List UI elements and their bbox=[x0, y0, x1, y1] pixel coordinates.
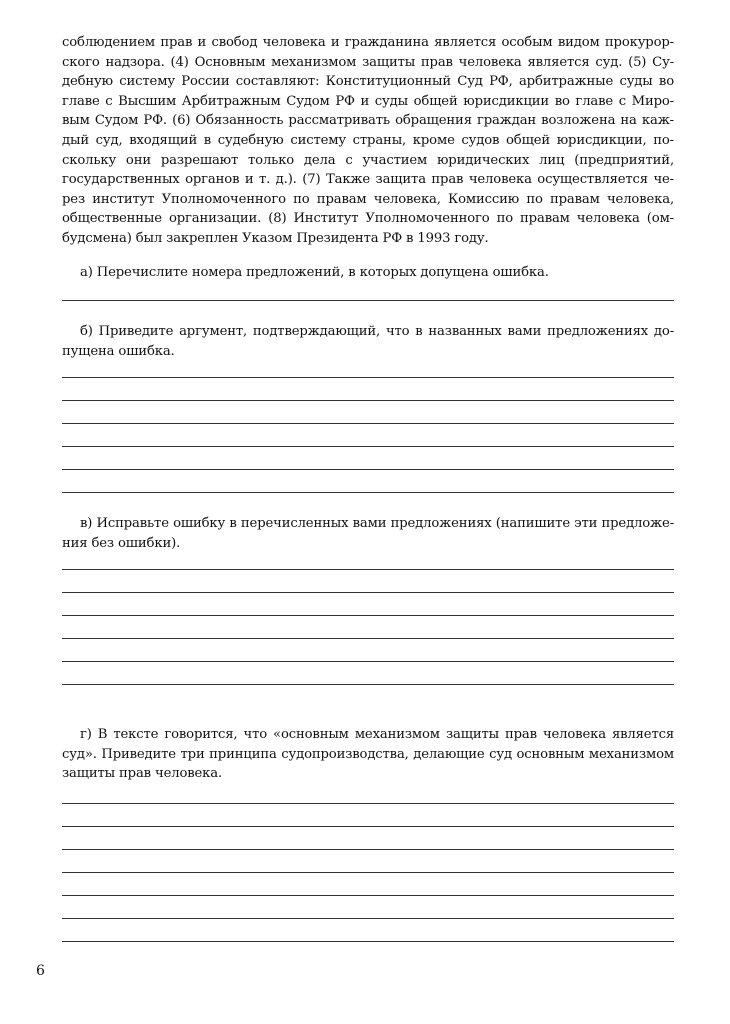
answer-line-v-6[interactable] bbox=[62, 684, 674, 685]
source-text bbox=[62, 33, 674, 249]
text-line: государственных органов и т. д.). (7) Также защита прав человека осуществляется че- bbox=[62, 172, 674, 188]
text-line: скольку они разрешают только дела с участием юридических лиц (предприятий, bbox=[62, 152, 674, 168]
text-line: дый суд, входящий в судебную систему страны, кроме судов общей юрисдикции, по- bbox=[62, 132, 674, 148]
answer-line-g-6[interactable] bbox=[62, 918, 674, 919]
answer-line-v-2[interactable] bbox=[62, 592, 674, 593]
question-text: г) В тексте говорится, что «основным механизмом защиты прав человека является bbox=[80, 727, 674, 742]
answer-line-g-3[interactable] bbox=[62, 849, 674, 850]
answer-line-v-3[interactable] bbox=[62, 615, 674, 616]
text-line: вым Судом РФ. (6) Обязанность рассматривать обращения граждан возложена на каж- bbox=[62, 113, 674, 129]
answer-line-b-5[interactable] bbox=[62, 469, 674, 470]
text-line: ского надзора. (4) Основным механизмом защиты прав человека является суд. (5) Су- bbox=[62, 54, 674, 70]
answer-line-g-5[interactable] bbox=[62, 895, 674, 896]
text-line: рез институт Уполномоченного по правам человека, Комиссию по правам человека, bbox=[62, 191, 674, 207]
answer-line-b-6[interactable] bbox=[62, 492, 674, 493]
answer-line-b-1[interactable] bbox=[62, 377, 674, 378]
text-line: дебную систему России составляют: Конституционный Суд РФ, арбитражные суды во bbox=[62, 74, 674, 90]
question-text: ния без ошибки). bbox=[62, 535, 181, 551]
text-line: общественные организации. (8) Институт Уполномоченного по правам человека (ом- bbox=[62, 211, 674, 227]
question-text: пущена ошибка. bbox=[62, 343, 175, 359]
answer-line-b-4[interactable] bbox=[62, 446, 674, 447]
answer-line-v-1[interactable] bbox=[62, 569, 674, 570]
page-number: 6 bbox=[36, 963, 45, 979]
answer-line-b-2[interactable] bbox=[62, 400, 674, 401]
answer-line-g-1[interactable] bbox=[62, 803, 674, 804]
question-text: б) Приведите аргумент, подтверждающий, что в названных вами предложениях до- bbox=[80, 324, 674, 339]
question-text: в) Исправьте ошибку в перечисленных вами предложениях (напишите эти предложе- bbox=[80, 516, 674, 531]
question-text: защиты прав человека. bbox=[62, 766, 223, 782]
answer-line-b-3[interactable] bbox=[62, 423, 674, 424]
question-a bbox=[62, 263, 674, 283]
answer-line-v-4[interactable] bbox=[62, 638, 674, 639]
question-text: а) Перечислите номера предложений, в которых допущена ошибка. bbox=[80, 265, 549, 280]
question-g bbox=[62, 725, 674, 784]
question-v bbox=[62, 514, 674, 553]
text-line: главе с Высшим Арбитражным Судом РФ и суды общей юрисдикции во главе с Миро- bbox=[62, 93, 674, 109]
answer-line-g-4[interactable] bbox=[62, 872, 674, 873]
answer-line-g-7[interactable] bbox=[62, 941, 674, 942]
answer-line-v-5[interactable] bbox=[62, 661, 674, 662]
text-line: будсмена) был закреплен Указом Президента РФ в 1993 году. bbox=[62, 230, 489, 246]
question-b bbox=[62, 322, 674, 361]
question-text: суд». Приведите три принципа судопроизводства, делающие суд основным механизмом bbox=[62, 746, 674, 762]
text-line: соблюдением прав и свобод человека и гражданина является особым видом прокурор- bbox=[62, 35, 674, 50]
answer-line-a-1[interactable] bbox=[62, 300, 674, 301]
answer-line-g-2[interactable] bbox=[62, 826, 674, 827]
